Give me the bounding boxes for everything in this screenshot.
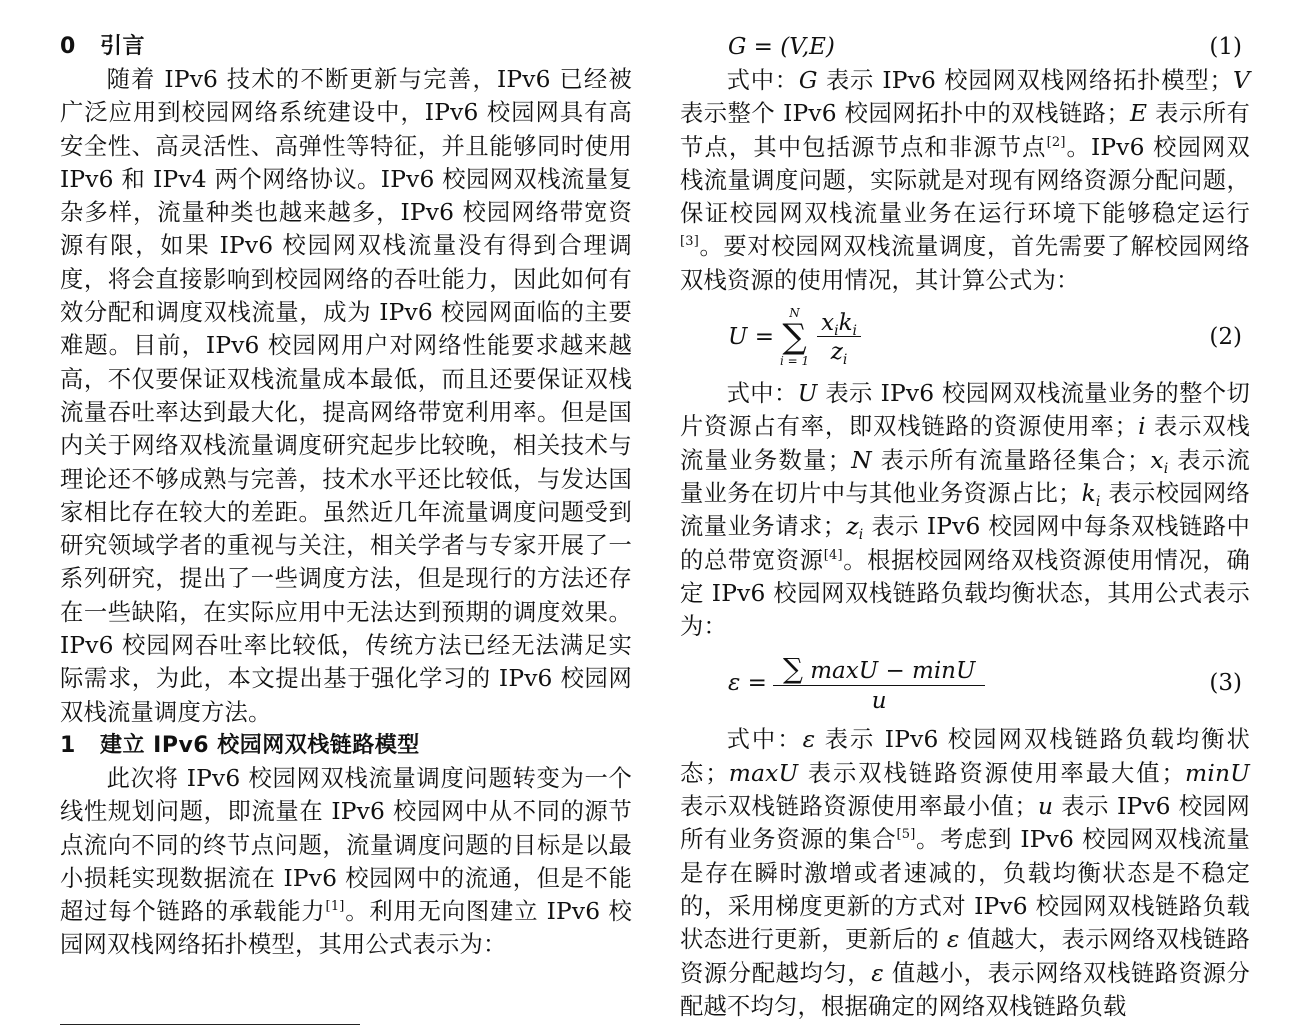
section-title: 建立 IPv6 校园网双栈链路模型 bbox=[100, 732, 420, 758]
section-title: 引言 bbox=[100, 34, 146, 59]
equation-3 bbox=[680, 643, 1250, 723]
right-column bbox=[680, 30, 1250, 1023]
paragraph-after-eq1: 式中：G 表示 IPv6 校园网双栈网络拓扑模型；V 表示整个 IPv6 校园网拓扑中的双栈链路；E 表示所有节点，其中包括源节点和非源节点[2]。IPv6 校园网双栈流量调度问题，实际就是对现有网络资源分配问题，保证校园网双栈流量业务在运行环境下能够稳定运行[3]。要对校园网双栈流量调度，首先需要了解校园网络双栈资源的使用情况，其计算公式为： bbox=[680, 67, 1251, 294]
section-1-heading bbox=[60, 729, 632, 762]
equation-3-number: (3) bbox=[1209, 670, 1242, 697]
equation-1-body: G = (V,E) bbox=[728, 34, 835, 60]
equation-2-fraction: $\frac{x_ik_i}{z_i}$ bbox=[817, 310, 861, 365]
paragraph-after-eq3: 式中：ε 表示 IPv6 校园网双栈链路负载均衡状态；maxU 表示双栈链路资源使用率最大值；minU 表示双栈链路资源使用率最小值；u 表示 IPv6 校园网所有业务资源的集合[5]。考虑到 IPv6 校园网双栈流量是存在瞬时激增或者速减的，负载均衡状态是不稳定的，采用梯度更新的方式对 IPv6 校园网双栈链路负载状态进行更新，更新后的 ε 值越大，表示网络双栈链路资源分配越均匀，ε 值越小，表示网络双栈链路资源分配越不均匀，根据确定的网络双栈链路负载 bbox=[680, 726, 1251, 1020]
footnote-divider bbox=[60, 1024, 360, 1025]
summation-operator: N ∑ i = 1 bbox=[779, 306, 810, 369]
model-paragraph bbox=[60, 762, 632, 962]
equation-3-lhs: ε = bbox=[728, 670, 767, 697]
equation-2 bbox=[680, 297, 1250, 377]
intro-paragraph: 随着 IPv6 技术的不断更新与完善，IPv6 已经被广泛应用到校园网络系统建设中，IPv6 校园网具有高安全性、高灵活性、高弹性等特征，并且能够同时使用 IPv6 和 IPv4 两个网络协议。IPv6 校园网双栈流量复杂多样，流量种类也越来越多，IPv6 校园网络带宽资源有限，如果 IPv6 校园网双栈流量没有得到合理调度，将会直接影响到校园网络的吞吐能力，因此如何有效分配和调度双栈流量，成为 IPv6 校园网面临的主要难题。目前，IPv6 校园网用户对网络性能要求越来越高，不仅要保证双栈流量成本最低，而且还要保证双栈流量吞吐率达到最大化，提高网络带宽利用率。但是国内关于网络双栈流量调度研究起步比较晚，相关技术与理论还不够成熟与完善，技术水平还比较低，与发达国家相比存在较大的差距。虽然近几年流量调度问题受到研究领域学者的重视与关注，相关学者与专家开展了一系列研究，提出了一些调度方法，但是现行的方法还存在一些缺陷，在实际应用中无法达到预期的调度效果。IPv6 校园网吞吐率比较低，传统方法已经无法满足实际需求，为此，本文提出基于强化学习的 IPv6 校园网双栈流量调度方法。 bbox=[60, 66, 632, 726]
section-number: 1 bbox=[60, 732, 76, 758]
left-column bbox=[60, 30, 632, 962]
citation-2: [2] bbox=[1046, 134, 1066, 150]
citation-5: [5] bbox=[896, 827, 916, 843]
paragraph-after-eq2: 式中：U 表示 IPv6 校园网双栈流量业务的整个切片资源占有率，即双栈链路的资源使用率；i 表示双栈流量业务数量；N 表示所有流量路径集合；$x_i$ 表示流量业务在切片中与其他业务资源占比；$k_i$ 表示校园网络流量业务请求；$z_i$ 表示 IPv6 校园网中每条双栈链路中的总带宽资源[4]。根据校园网络双栈资源使用情况，确定 IPv6 校园网双栈链路负载均衡状态，其用公式表示为： bbox=[680, 380, 1250, 641]
citation-1: [1] bbox=[325, 899, 345, 915]
model-text: 此次将 IPv6 校园网双栈流量调度问题转变为一个线性规划问题，即流量在 IPv6 校园网中从不同的源节点流向不同的终节点问题，流量调度问题的目标是以最小损耗实现数据流在 IPv6 校园网中的流通，但是不能超过每个链路的承载能力 bbox=[60, 764, 632, 926]
section-0-heading bbox=[60, 30, 632, 63]
equation-3-fraction: $\frac{\sum \max U - \min U}{u}$ bbox=[773, 652, 985, 714]
model-text-tail: 。利用无向图建立 IPv6 校园网双栈网络拓扑模型，其用公式表示为： bbox=[60, 898, 632, 959]
equation-2-lhs: U = bbox=[728, 324, 774, 351]
equation-2-number: (2) bbox=[1209, 324, 1242, 351]
section-number: 0 bbox=[60, 34, 76, 59]
citation-4: [4] bbox=[823, 547, 843, 563]
equation-1 bbox=[680, 30, 1250, 64]
citation-3: [3] bbox=[680, 234, 700, 250]
equation-1-number: (1) bbox=[1209, 34, 1242, 60]
